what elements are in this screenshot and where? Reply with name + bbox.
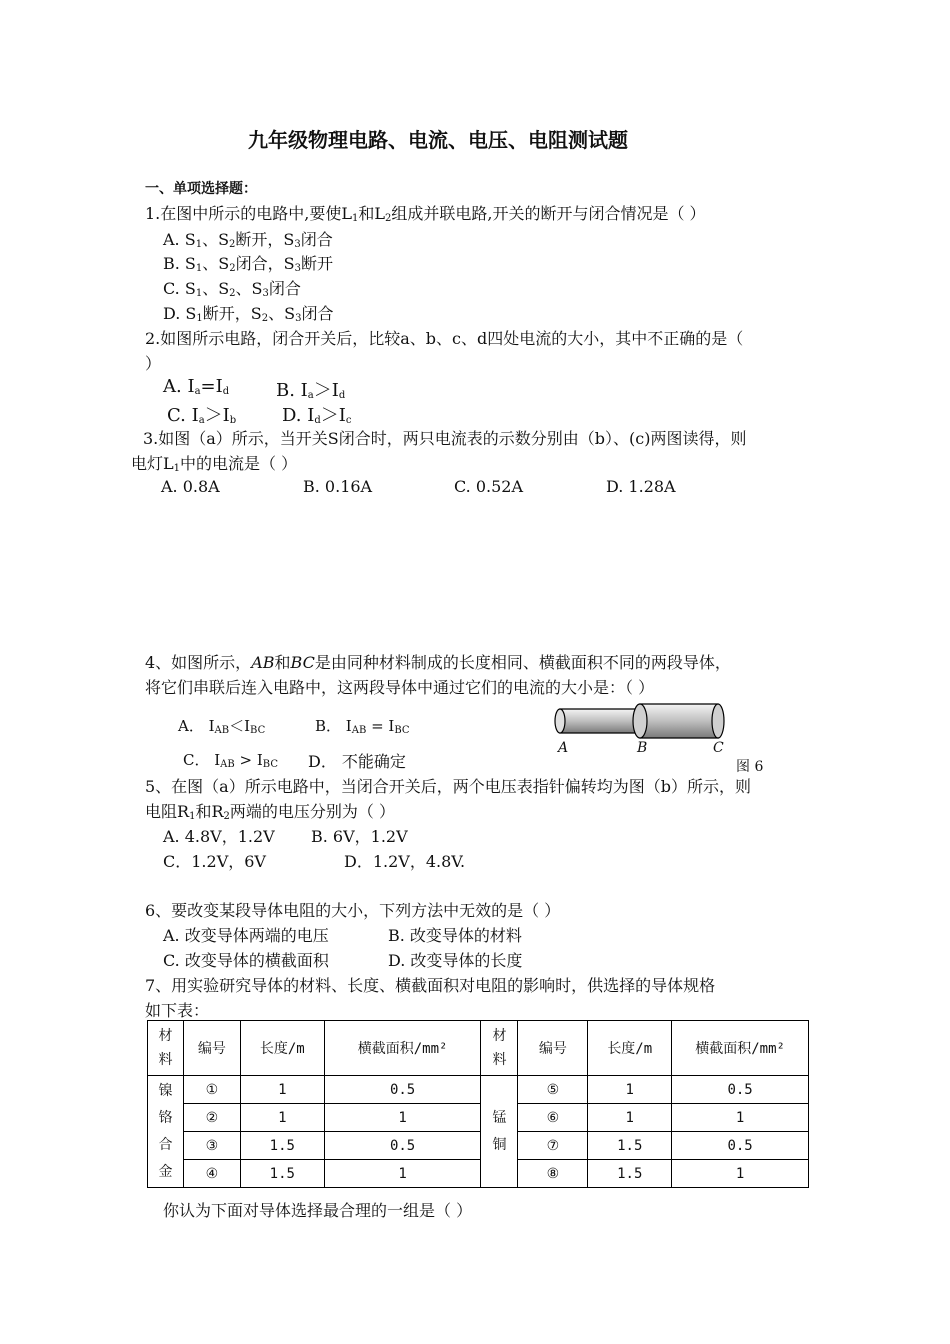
header-area-2: 横截面积/mm²: [672, 1021, 809, 1076]
header-number: 编号: [183, 1021, 240, 1076]
q6-option-c: C. 改变导体的横截面积: [163, 951, 329, 970]
q2-option-c: C. $I_a>I_b$: [167, 405, 237, 426]
q5-option-a: A. 4.8V，1.2V: [163, 827, 275, 846]
table-row: [148, 1076, 809, 1104]
q1-option-c: C. $S_1$、$S_2$、$S_3$闭合: [163, 279, 301, 299]
cell-number: ①: [183, 1076, 240, 1104]
page-title: 九年级物理电路、电流、电压、电阻测试题: [248, 128, 628, 152]
cell-length: 1.5: [240, 1132, 324, 1160]
q5-option-d: D．1.2V，4.8V.: [344, 852, 466, 871]
cell-area: 0.5: [672, 1076, 809, 1104]
cell-area: 1: [324, 1104, 481, 1132]
table-row: [148, 1104, 809, 1132]
cell-length: 1: [588, 1104, 672, 1132]
cell-number: ④: [183, 1160, 240, 1188]
cell-number: ⑥: [518, 1104, 588, 1132]
cell-number: ③: [183, 1132, 240, 1160]
q6-option-b: B. 改变导体的材料: [388, 926, 522, 945]
header-length: 长度/m: [240, 1021, 324, 1076]
cell-length: 1.5: [240, 1160, 324, 1188]
cell-length: 1: [588, 1076, 672, 1104]
header-length-2: 长度/m: [588, 1021, 672, 1076]
material-nichrome: 镍 铬 合 金: [148, 1076, 184, 1188]
q4-option-d: D． 不能确定: [308, 752, 406, 771]
cell-area: 0.5: [324, 1132, 481, 1160]
cell-number: ⑧: [518, 1160, 588, 1188]
q6-option-d: D. 改变导体的长度: [388, 951, 523, 970]
figure-label-b: B: [637, 740, 648, 756]
question-4-stem: 4、如图所示，AB和BC是由同种材料制成的长度相同、横截面积不同的两段导体，: [145, 653, 731, 672]
header-area: 横截面积/mm²: [324, 1021, 481, 1076]
table-header-row: [148, 1021, 809, 1076]
question-5-stem: 5、在图（a）所示电路中，当闭合开关后，两个电压表指针偏转均为图（b）所示，则: [145, 777, 751, 796]
q2-option-d: D. $I_d>I_c$: [282, 405, 352, 426]
cell-length: 1.5: [588, 1132, 672, 1160]
q1-option-b: B. $S_1$、$S_2$闭合，$S_3$断开: [163, 254, 333, 274]
q2-option-b: B. $I_a>I_d$: [276, 380, 346, 401]
cell-length: 1: [240, 1104, 324, 1132]
q2-option-a: A. $I_a=I_d$: [163, 376, 230, 397]
q3-option-d: D. 1.28A: [606, 477, 676, 496]
q4-option-b: B． $I_{AB} = I_{BC}$: [315, 717, 410, 736]
conductor-spec-table: [147, 1020, 809, 1188]
q4-option-a: A． $I_{AB}<I_{BC}$: [178, 717, 266, 736]
question-2-stem: 2.如图所示电路，闭合开关后，比较a、b、c、d四处电流的大小，其中不正确的是（: [145, 329, 744, 348]
question-4-stem-cont: 将它们串联后连入电路中，这两段导体中通过它们的电流的大小是：（ ）: [145, 678, 655, 697]
header-material: 材料: [148, 1021, 184, 1076]
q5-option-c: C．1.2V，6V: [163, 852, 266, 871]
q3-option-b: B. 0.16A: [303, 477, 373, 496]
q4-option-c: C． $I_{AB} > I_{BC}$: [183, 751, 278, 770]
question-3-stem: 3.如图（a）所示，当开关S闭合时，两只电流表的示数分别由（b）、(c)两图读得，则: [143, 429, 747, 448]
header-material-2: 材料: [481, 1021, 518, 1076]
figure-label-c: C: [713, 740, 724, 756]
question-2-stem-cont: ）: [145, 354, 162, 373]
cell-area: 1: [324, 1160, 481, 1188]
cell-area: 0.5: [672, 1132, 809, 1160]
cell-number: ②: [183, 1104, 240, 1132]
cell-length: 1.5: [588, 1160, 672, 1188]
q3-option-a: A. 0.8A: [161, 477, 220, 496]
cell-area: 1: [672, 1160, 809, 1188]
question-3-stem-cont: 电灯$L_1$中的电流是（ ）: [131, 454, 298, 474]
q1-option-a: A. $S_1$、$S_2$断开，$S_3$闭合: [163, 230, 333, 250]
figure-label-a: A: [558, 740, 569, 756]
cell-length: 1: [240, 1076, 324, 1104]
conductor-figure: [550, 700, 730, 742]
q3-option-c: C. 0.52A: [454, 477, 524, 496]
cell-area: 1: [672, 1104, 809, 1132]
question-7-stem: 7、用实验研究导体的材料、长度、横截面积对电阻的影响时，供选择的导体规格: [145, 976, 716, 995]
question-7-followup: 你认为下面对导体选择最合理的一组是（ ）: [163, 1201, 473, 1220]
q6-option-a: A. 改变导体两端的电压: [163, 926, 329, 945]
q5-option-b: B. 6V，1.2V: [311, 827, 408, 846]
header-number-2: 编号: [518, 1021, 588, 1076]
question-7-stem-cont: 如下表：: [145, 1001, 210, 1020]
figure-caption: 图 6: [736, 759, 764, 775]
cell-number: ⑤: [518, 1076, 588, 1104]
section-heading: 一、单项选择题：: [145, 181, 257, 197]
question-5-stem-cont: 电阻$R_1$和$R_2$两端的电压分别为（ ）: [145, 802, 395, 822]
question-1-stem: 1.在图中所示的电路中,要使$L_1$和$L_2$组成并联电路,开关的断开与闭合情况是（ ）: [145, 204, 706, 224]
q1-option-d: D. $S_1$断开，$S_2$、$S_3$闭合: [163, 304, 334, 324]
question-6-stem: 6、要改变某段导体电阻的大小，下列方法中无效的是（ ）: [145, 901, 561, 920]
cell-area: 0.5: [324, 1076, 481, 1104]
table-row: [148, 1160, 809, 1188]
material-manganin: 锰 铜: [481, 1076, 518, 1188]
table-row: [148, 1132, 809, 1160]
cell-number: ⑦: [518, 1132, 588, 1160]
